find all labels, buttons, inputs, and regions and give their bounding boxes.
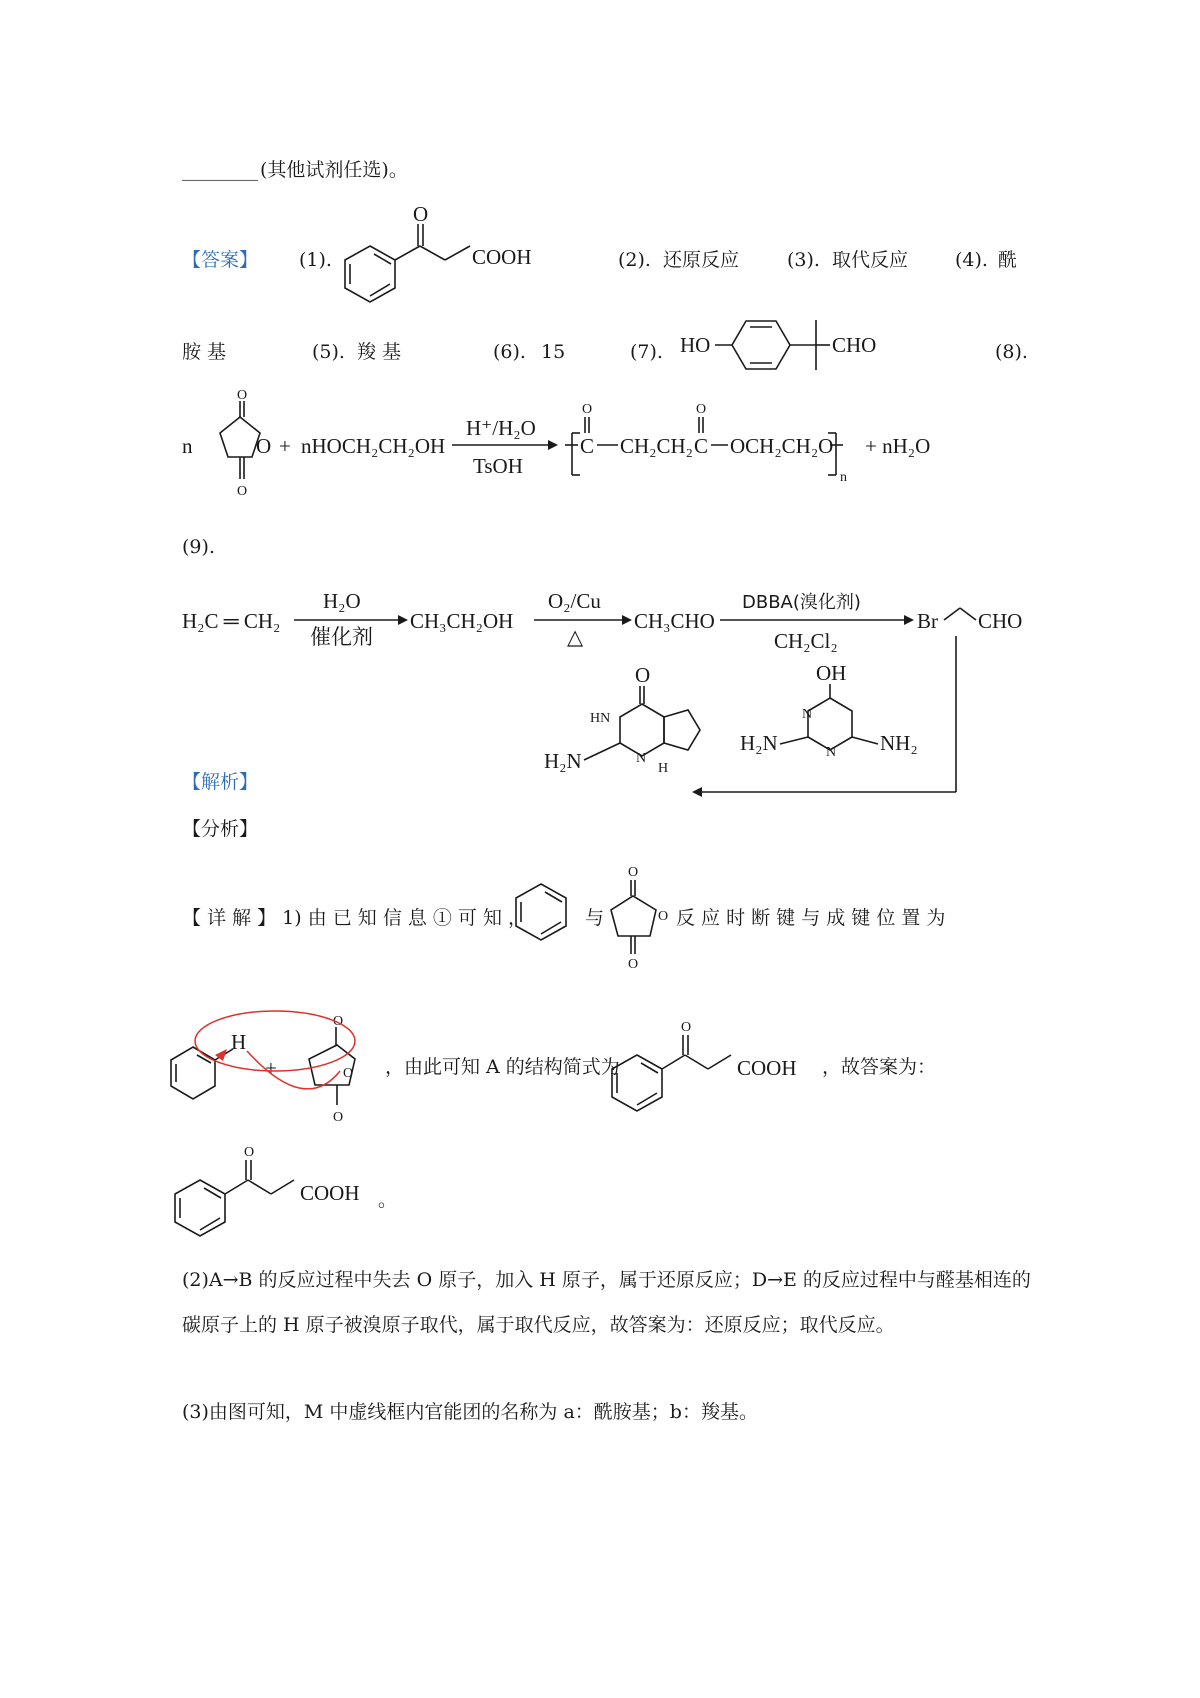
mechanism-ring-o: O — [343, 1066, 354, 1081]
answer-item-4-label: (4). — [955, 249, 988, 271]
detail-p1-c: 反 应 时 断 键 与 成 键 位 置 为 — [676, 907, 946, 929]
pyrimidine-nh2: NH₂ — [880, 731, 918, 755]
polymer-carbonyl-1: C — [580, 434, 595, 458]
ethanol: CH₃CH₂OH — [410, 609, 514, 633]
reaction-condition-top: H⁺/H₂O — [466, 416, 536, 440]
detail-p4: (2)A→B 的反应过程中失去 O 原子，加入 H 原子，属于还原反应；D→E 的反应过程中与醛基相连的碳原子上的 H 原子被溴原子取代，属于取代反应，故答案为：还原反应；取代反应。 — [182, 1269, 1031, 1336]
pyrimidine-n1: N — [802, 707, 813, 722]
product-n: N — [636, 751, 647, 766]
detail-p1-b: 与 — [585, 907, 605, 929]
answer-item-5-text: 羧 基 — [357, 341, 402, 363]
polymer-ch2ch2: CH₂CH₂ — [620, 434, 693, 458]
anhydride-o-bottom: O — [237, 484, 248, 499]
cooh-label: COOH — [472, 245, 532, 269]
answer-item-2-text: 还原反应 — [663, 249, 740, 271]
pyrimidine-n2: N — [826, 745, 837, 760]
sa-o-bottom: O — [628, 957, 639, 972]
detail-p1-a: 【 详 解 】 1) 由 已 知 信 息 ① 可 知 ， — [182, 907, 528, 929]
bromoacetaldehyde-cho: CHO — [978, 609, 1023, 633]
cho-label: CHO — [832, 333, 877, 357]
mechanism-h: H — [231, 1030, 247, 1054]
water-product: + nH₂O — [865, 434, 931, 458]
answer-item-6-label: (6). — [493, 341, 526, 363]
step1-catalyst: 催化剂 — [310, 625, 373, 649]
polymer-carbonyl-2: C — [694, 434, 709, 458]
sa-ring-o: O — [658, 909, 669, 924]
sa-o-top: O — [628, 865, 639, 880]
detail-ketone-o: O — [681, 1020, 692, 1035]
molecule-a-detail — [607, 1015, 827, 1115]
molecule-a-final — [170, 1140, 390, 1240]
benzene-structure — [510, 880, 572, 942]
reaction-condition-bottom: TsOH — [473, 454, 523, 478]
answer-item-3-label: (3). — [787, 249, 820, 271]
acetaldehyde: CH₃CHO — [634, 609, 715, 633]
ho-label: HO — [680, 333, 711, 357]
pyrimidine-oh: OH — [816, 661, 847, 685]
coefficient-n: n — [182, 434, 193, 458]
answer-blank: ________ — [182, 159, 258, 181]
detail-p2-a: ，由此可知 A 的结构简式为 — [385, 1056, 620, 1078]
product-o: O — [635, 663, 651, 687]
ethylene-glycol: nHOCH₂CH₂OH — [301, 434, 446, 458]
mechanism-plus: + — [265, 1056, 277, 1080]
step1-reagent: H₂O — [323, 589, 361, 613]
answer-heading: 【答案】 — [182, 249, 259, 271]
molecule-item-7 — [680, 312, 940, 392]
product-hn: HN — [590, 711, 611, 726]
mechanism-o-top: O — [333, 1014, 344, 1029]
polymer-och2ch2o: OCH₂CH₂O — [730, 434, 834, 458]
mechanism-o-bottom: O — [333, 1110, 344, 1125]
product-h2n: H₂N — [544, 749, 582, 773]
molecule-a-answer — [340, 202, 580, 306]
step3-reagent: DBBA(溴化剂) — [742, 592, 861, 613]
polymer-o-1: O — [582, 402, 593, 417]
detail-p5: (3)由图可知，M 中虚线框内官能团的名称为 a：酰胺基；b：羧基。 — [182, 1401, 758, 1423]
final-cooh: COOH — [300, 1181, 360, 1205]
bond-cleavage-mechanism — [165, 1005, 395, 1135]
answer-item-8-label: (8). — [995, 341, 1028, 363]
answer-item-7-label: (7). — [630, 341, 663, 363]
pyrimidine-h2n: H₂N — [740, 731, 778, 755]
final-ketone-o: O — [244, 1145, 255, 1160]
anhydride-o-top: O — [237, 388, 248, 403]
synthesis-route — [180, 580, 1060, 820]
polymer-subscript-n: n — [840, 470, 847, 485]
ethylene: H₂C ═ CH₂ — [182, 609, 281, 633]
detail-p2-b: ，故答案为： — [822, 1056, 937, 1078]
step2-reagent: O₂/Cu — [548, 589, 601, 613]
answer-item-9-label: (9). — [182, 536, 215, 558]
plus-sign: + — [279, 434, 291, 458]
anhydride-ring-o: O — [256, 434, 272, 458]
analysis-sub: 【分析】 — [182, 818, 259, 840]
succinic-anhydride-structure — [606, 860, 686, 972]
step3-solvent: CH₂Cl₂ — [774, 629, 838, 653]
answer-item-6-text: 15 — [541, 341, 566, 363]
answer-item-2-label: (2). — [618, 249, 651, 271]
top-note: (其他试剂任选)。 — [260, 159, 408, 181]
detail-cooh: COOH — [737, 1056, 797, 1080]
step2-heat: △ — [567, 625, 584, 649]
detail-p3: 。 — [378, 1189, 398, 1211]
answer-item-3-text: 取代反应 — [832, 249, 909, 271]
answer-item-5-label: (5). — [312, 341, 345, 363]
polymer-o-2: O — [696, 402, 707, 417]
answer-item-1-label: (1). — [299, 249, 332, 271]
analysis-heading: 【解析】 — [182, 771, 259, 793]
answer-item-4-text-b: 胺 基 — [182, 341, 227, 363]
answer-item-4-text-a: 酰 — [998, 249, 1018, 271]
ketone-o-label: O — [413, 202, 429, 226]
product-nh: H — [658, 761, 669, 776]
bromo-label: Br — [917, 609, 938, 633]
polymerization-equation — [180, 388, 1010, 515]
